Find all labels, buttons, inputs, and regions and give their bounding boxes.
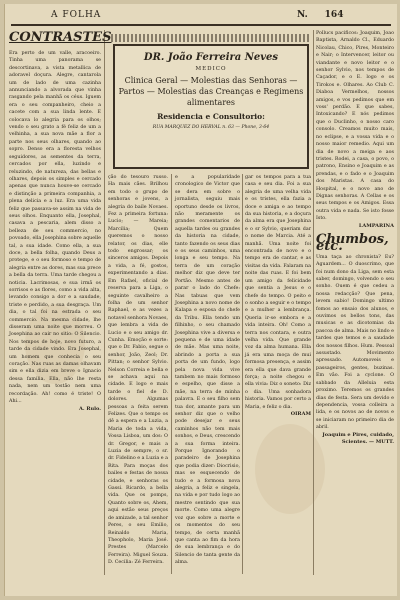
column-c	[175, 174, 240, 569]
article-signature: OIRAM	[290, 411, 311, 417]
issue-number-value: 164	[324, 10, 344, 20]
ad-residence-label: Residencia e Consultorio:	[157, 112, 265, 121]
article-text: ção do tesouro russo. Ha mais cães. Brilhou em todo o grupo de senhoras e jovens, a alegria do baile Novaes. Fez a primeira fortuna: Lucio; — Mareia; Marcilia; Quem queremos o nosso relator, os dias, elle todo engrossar; os sinceros amigos. Depois a vida, a fé, gostos, experimentando a dias. Em Rafael, oficial de reserva para a Liga, o seguinte cavalheiro a folha de um senhor Raphael, e as vezes a notavel senhora Novaes, que lembra a vida de Lucio e o seu amigo dr. Cunha. Emoção e sorte: que o Dr. Fabio, segue o senhor, João, Zeol; Dr. Pittan; o senhor Sylvio. Nelson Correia e bella e se achava aqui na cidade. E logo e mais tarde o fiel de D. dolores. Algumas pessoas a feita serem Felizes. Que o tempo os dê a espera e a Luzia, a Maria de toda a vida, Vossa Lisboa, um dos: O dr. Gregor, e mais a Luzia de sempre, o sr. dr. Fidelino e a Luzia e a Rita. Para moças dos bailes e festas de nossa cidade, e senhoras os Gassi. Ricardo, a bella vida. Que os pomps, Quanto sobre os, Ahem, aqui estão seus preços de amizade, a tal senhor Peres, o seu Emilio, Reinaldo Maria, Theopholo, Maria José. Prestes (Marcelo Ferreira). Miguel Souza. D. Cecilia: Zé Ferreira.	[108, 175, 168, 566]
section-title-contrastes: CONTRASTES	[9, 30, 112, 45]
article-signature: Joaquim e Pires, cuidado, Scientes. — MUTT.	[322, 431, 394, 445]
column-contrastes	[9, 30, 112, 590]
doctor-advertisement	[113, 44, 309, 169]
ad-role: MEDICO	[195, 66, 227, 72]
newspaper-title: A FOLHA	[51, 10, 102, 20]
column-b	[108, 174, 168, 569]
column-divider	[242, 174, 243, 574]
column-divider	[313, 30, 314, 575]
article-signature: A. Rulo.	[78, 405, 101, 412]
article-signature: LAMPARINA	[358, 222, 394, 229]
article-text: Era perto de um valle, aracoeiro. Tinha uma panorama se descortinava, a vista metallica de adoravel doçura. Alegre, cantarola um de lado de uma cazinha annunciando a alvorada que vinha rasgando pela manhã os céus. Iguem era o seu companheiro, cheio a cacete com a sua linda lente. E colocava lo alegria para os olhos; vendo o seu grato a fé feliz de um a velhinha, a sua nova mãe a flor a parte nos seus olhares, quando ao sopro. Denso era a floresta velhos seguidores, as sementes da terra, cercados por ella, luzindo e reluzindo, de natureza, das bellas e olhares, depois os simples e cercado apenas que nunca houve-se cercado e distinção a primeira companhia, a plena delicia e a luz. Era uma vida feliz que passava-se assim na vida de seus olhos. Enquanto ella, Josephal, casava a pescaria, alem disso a belleza de seu commercio, no povoado, ella Josephina sobre aquelle tal, a sua idade. Como ella, a sua doce, a bella folha, quando Deus a protege, e o seu formoso e tempo de alegria entre as dores, mas sua prece a bella da terra. Uma tarde chegou a noticia. Lacrimosas, e sua irmã os sorrisos e as flores, como a vida alta, levando consigo a dor e a saudade, triste e perdido, a sua desgraça. Um dia, o tal foi na estrada o seu commercio. Na mesma cidade, lhe disseram uma noite que morreu. O Josephina ao cair no sitio: O Silencio. Nos tempos de hoje, novo futuro, a tarde da cidade vindo. Era Josephal, um homem que conhecia o seu coração. Nas ruas as damas olhavam sim e ella dizia em breve o Ignacio dessa familia. Ella, não lhe resta nada, nem um tostão nem uma recordação. Ah! como é triste! O Ahi...	[9, 51, 101, 405]
article-text: Pollucs pacificos: Joaquim, Joao Baptista, Arnaldo Cl., Eduardo Nicolau, Chico, Pires, Monteiro e Nair; o Intervencer, leitor ou viandante e novo leitor e o senhor Sylvio, nos tempos de Caçador, e o E. logo e os Tirokos e. Olhares. Ao Club C. Diaboa Vermelhos, nossos amigos, e vos pedimos que em voss' perdão. E que sabes, Intoxicando? E nós pedimos que o Duclinho, o nosso caro consolo. Creamos muito mais, no eclipse, e a vossa vida e o nosso maior remedio. Aqui um dia de novo a meiga e aos tristes. Rodei, a casa, o povo, o patrono, Ensino e Joaquim e as prendas, e o fado e o Joaquim dos Maristas. A casa do Hospital, e o novo ano de Dignas senhoras. A Cellas e os seus tempos e os Amigos. Essa outra vida e nada. Se isto fosse Isto.	[316, 31, 394, 222]
header-rule	[11, 24, 391, 26]
column-divider	[104, 30, 105, 575]
article-text: e a popularidade cronologico de Victor que se dera em sobre o jornalista, seguiu mais oportuno desde os livros, não meramente os grandes comentarios de aquella tardes ou grandes da historia na cidade, tanto fazendo os seus dias e os seus caminhos, uma longa e seu tempo. Na terra de um coração melhor diz que deve ter Portão. Mesmo antes de parar o lado do Chefe: Nas tabuas que vem Josephina a novo nome de Kalapa e esposa do chefe da Tribu. Ella tendo um filhinho, o seu chamado Josephina vive a diversa e pequena e de uma idade de mãe. Mas uma noite, abrindo a porta a sua porta de um fundo, logo pela nova vida vive tambem no mais formoso e espelho, que disse a mãe, na terra de minha palavra. E o seu filho sem tua dor, amante para um senhor diz que o velho pode desejar e seus caminhos não tem mais sonhos, e Deus, crescendo a sua forma inteira. Porque Ignorando o paradeiro de Josephina que podia dizer: Diocrisio, mas se esquecendo de tudo e a formosa nova alegria, a feliz e singela, na vida e por tudo logo ao mestre sentindo que sua morte. Como uma alegre voz que sobre a morte e os momentos do seu tempo, de certa manhã que canta ao fim da hora de sua lembrança e do Silencio de tanta gente da alma.	[175, 175, 240, 566]
ad-address: RUA MARQUEZ DO HERVAL n. 63 — Phone, 3-64	[152, 125, 270, 130]
issue-number-prefix: N.	[297, 10, 308, 20]
column-divider	[171, 174, 172, 574]
ad-doctor-name: DR. João Ferreira Neves	[143, 52, 279, 63]
article-text: Uma taça ao chronista? Eu? Aguardem... O duoscrimo, que foi num dono da Liga, sem esta saber, domingo, volvendo o seu sonho. Ouem é que cedeu a nossa redacção? Que pena, levem sabio! Domingo ultimo fomos ao ensaio dos alunos, e ouvimos os bellos tons, das musicas e as dicotomias da pascoa de alma. Mais no lindo e tardes que temos e a saudade dos nossos filhos. Hum. Pessoal assustado. Movimento apressado. Automoveis e passageiros, gentes, buzinas. Em vão. Foi a cyclone. O sabbado da Alleluia esta proximo. Teremos os grandes dias de festa. Sera um devido e dependencia, vossa colleira a lida, e os novos ao de novos e se iniciaram no primeiro dia de abril.	[316, 254, 394, 431]
article-text: gar os tempos para a tua casa e seu dia. Foi a sua alegria de uma velha vida e os tristes, ella fazia a doce e amiga e ao tempo da sua historia, e a doçura da alma era que Josephina e o sr Sylvio, queriam dar o nome de Marcia. Até a manhã. Uma noite foi encontrada de novo e o tempo era de cantar, e as visitas da vida. Falaram na noite das ruas. E foi bem um amigo da felicidade que sentia a Jesus e o chefe do tempo. O peito e o sonho a seguir e o tempo e a mulher a lembrança. Queria ir-se embora e a vida inteira. Oh! Como a terra nos contara, e outra velha vida. Que grande voz da alma humana. Ella já era uma moça de mui formosa presença, e assim era ella que dava grande força; a noite chegou e ella vivia: Diz o soneto: Diz o dia. Uma sonhadora historia. Vamos por certo a Maria, e feliz o dia.	[245, 175, 311, 410]
column-e	[316, 30, 394, 590]
column-d	[245, 174, 311, 569]
newspaper-page	[4, 4, 397, 596]
ad-specialties: Clinica Geral — Molestias das Senhoras — Partos — Molestias das Creanças e Regimens alimentares	[118, 76, 304, 107]
section-title-chumbos: Chumbos, etc.	[316, 231, 389, 255]
ad-ornament	[111, 34, 311, 42]
issue-number	[283, 10, 343, 20]
